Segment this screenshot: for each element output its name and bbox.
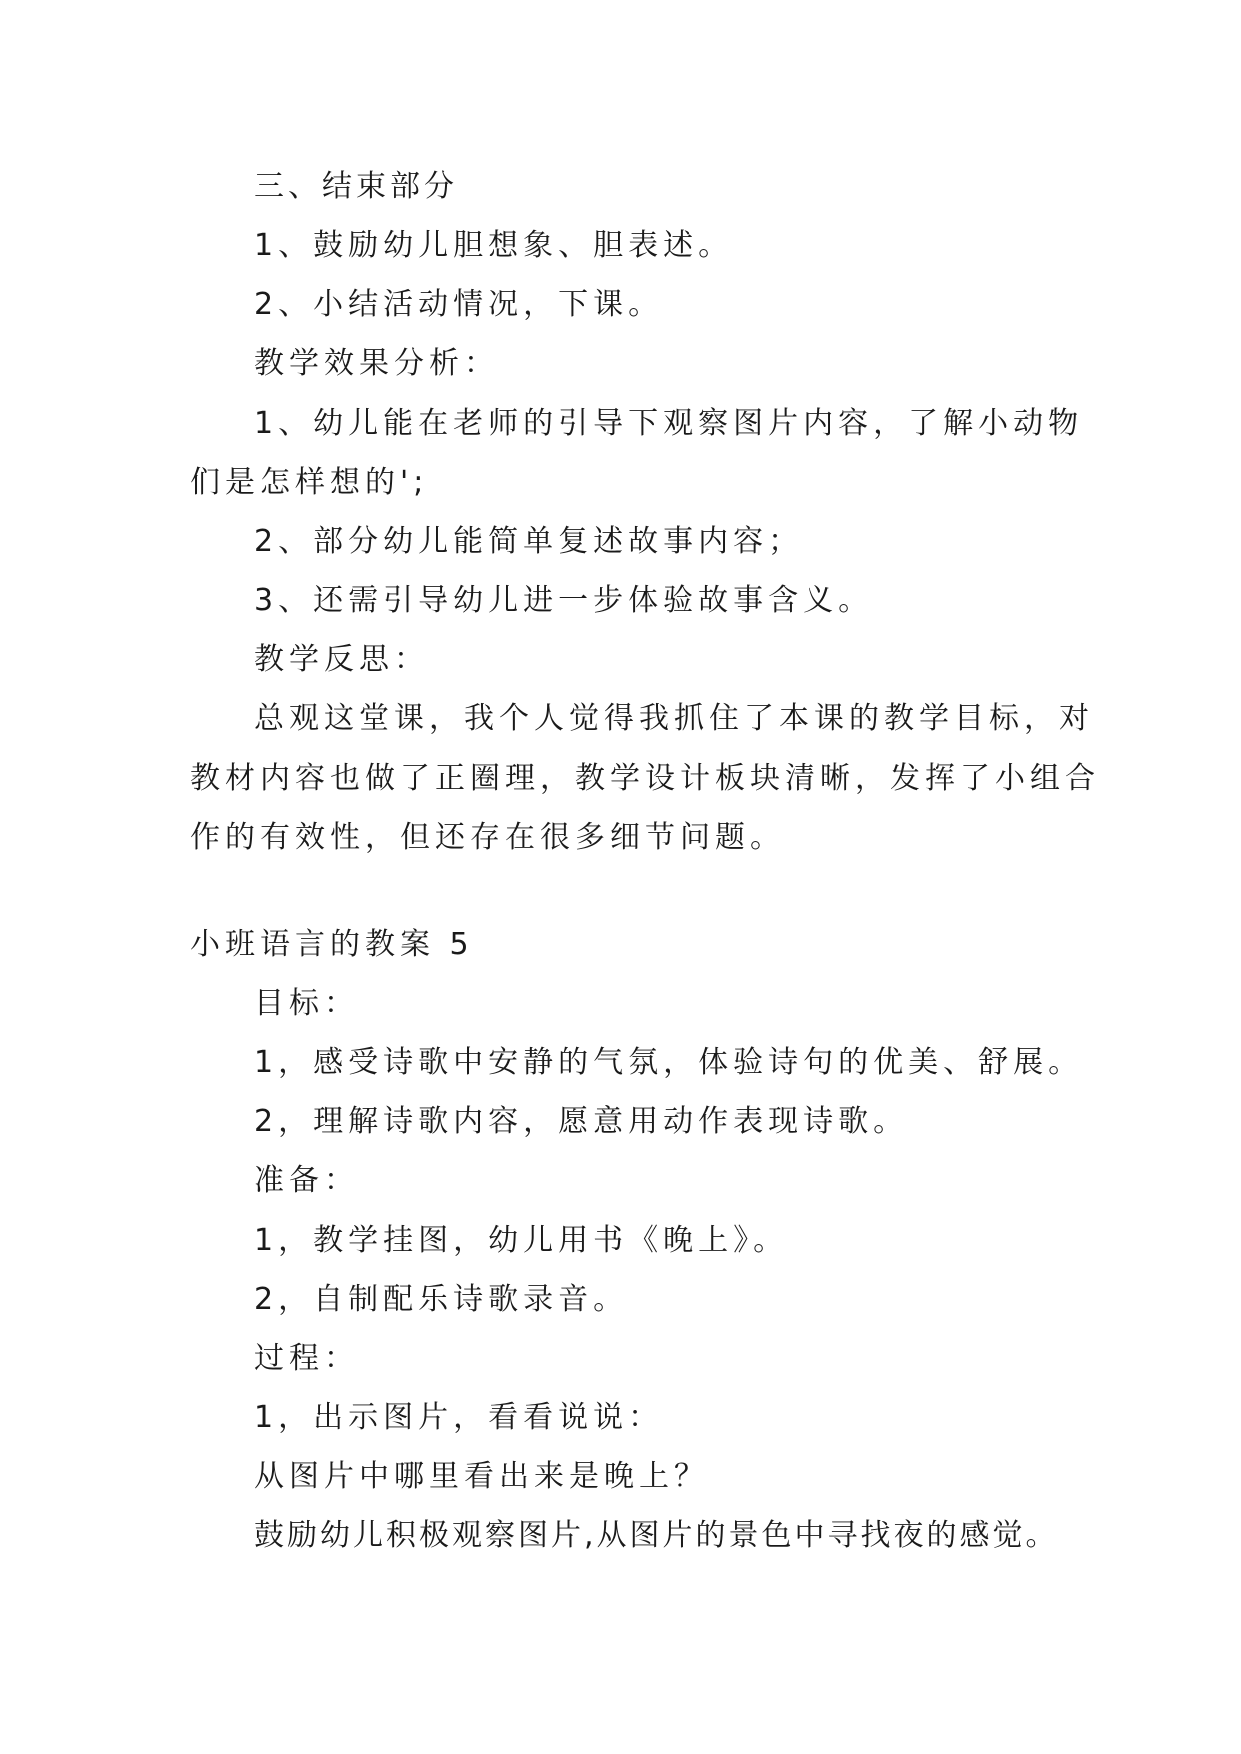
process-heading: 过程： — [254, 1341, 359, 1376]
ending-item-1: 1、鼓励幼儿胆想象、胆表述。 — [254, 228, 734, 263]
effect-heading: 教学效果分析： — [254, 346, 499, 381]
prep-item-1: 1，教学挂图，幼儿用书《晚上》。 — [254, 1223, 789, 1258]
goal-item-2: 2，理解诗歌内容，愿意用动作表现诗歌。 — [254, 1104, 909, 1139]
prep-item-2: 2，自制配乐诗歌录音。 — [254, 1282, 629, 1317]
effect-item-2: 2、部分幼儿能简单复述故事内容； — [254, 524, 804, 559]
lesson-title: 小班语言的教案 5 — [190, 927, 474, 962]
reflection-heading: 教学反思： — [254, 642, 429, 677]
goal-item-1: 1，感受诗歌中安静的气氛，体验诗句的优美、舒展。 — [254, 1045, 1084, 1080]
reflection-line-2: 教材内容也做了正圈理，教学设计板块清晰，发挥了小组合 — [190, 761, 1100, 796]
prep-heading: 准备： — [254, 1163, 359, 1198]
section-heading-ending: 三、结束部分 — [254, 169, 458, 204]
process-note: 鼓励幼儿积极观察图片,从图片的景色中寻找夜的感觉。 — [254, 1518, 1059, 1553]
effect-item-1-line-1: 1、幼儿能在老师的引导下观察图片内容，了解小动物 — [254, 406, 1084, 441]
ending-item-2: 2、小结活动情况，下课。 — [254, 287, 664, 322]
reflection-line-3: 作的有效性，但还存在很多细节问题。 — [190, 820, 785, 855]
effect-item-1-line-2: 们是怎样想的'; — [190, 465, 429, 500]
process-item-1: 1，出示图片，看看说说： — [254, 1400, 664, 1435]
effect-item-3: 3、还需引导幼儿进一步体验故事含义。 — [254, 583, 874, 618]
goal-heading: 目标： — [254, 986, 359, 1021]
process-question: 从图片中哪里看出来是晚上？ — [254, 1459, 709, 1494]
reflection-line-1: 总观这堂课，我个人觉得我抓住了本课的教学目标，对 — [254, 701, 1094, 736]
